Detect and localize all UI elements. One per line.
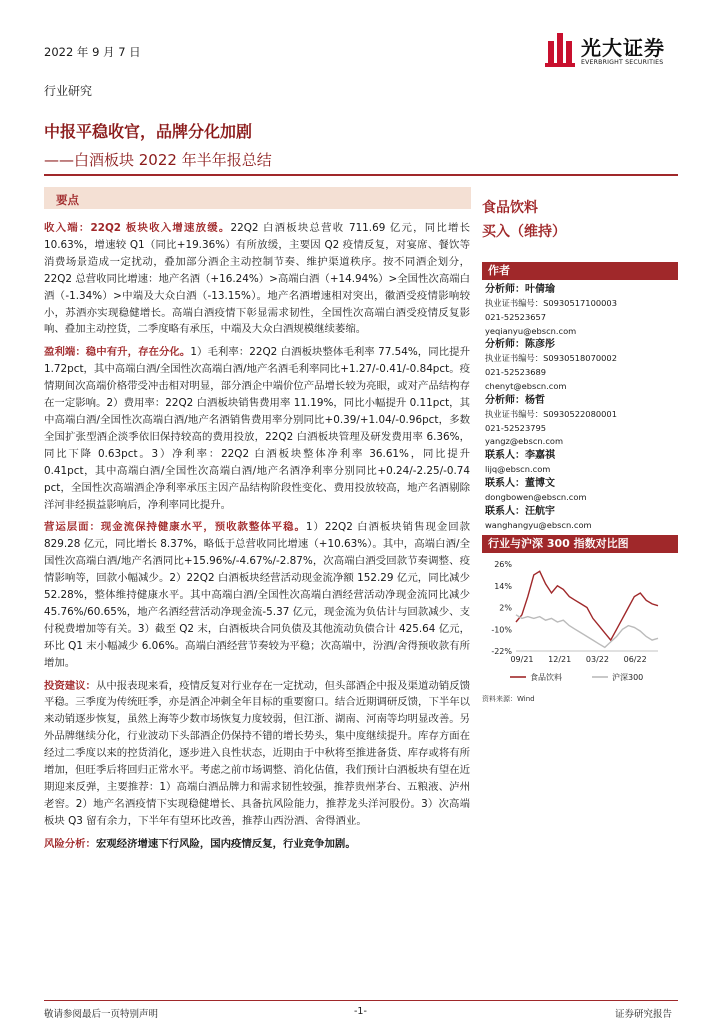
footer-report-type: 证券研究报告 xyxy=(615,1009,673,1020)
main-body xyxy=(44,220,470,859)
y-tick-label: -10% xyxy=(491,625,512,635)
logo-icon xyxy=(545,33,575,69)
author-contact: 执业证书编号：S0930522080001 xyxy=(485,408,617,419)
chart-header: 行业与沪深 300 指数对比图 xyxy=(482,535,678,553)
author-name: 分析师：杨哲 xyxy=(485,394,545,406)
paragraph-lead: 投资建议： xyxy=(44,679,96,692)
x-tick-label: 09/21 xyxy=(510,655,534,664)
author-contact: dongbowen@ebscn.com xyxy=(485,491,587,502)
author-name: 联系人：汪航宇 xyxy=(485,505,555,517)
authors-block xyxy=(482,262,678,533)
footer-divider xyxy=(44,1000,678,1001)
paragraph-operations xyxy=(44,519,470,671)
authors-header: 作者 xyxy=(482,262,678,280)
paragraph-investment xyxy=(44,678,470,830)
author-contact: chenyt@ebscn.com xyxy=(485,380,567,391)
author-contact: 021-52523657 xyxy=(485,311,547,322)
series-line-1 xyxy=(516,615,658,648)
x-tick-label: 12/21 xyxy=(548,655,572,664)
author-contact: 021-52523795 xyxy=(485,422,547,433)
report-date: 2022 年 9 月 7 日 xyxy=(44,45,141,59)
author-name: 分析师：陈彦彤 xyxy=(485,339,555,351)
author-contact: 执业证书编号：S0930517100003 xyxy=(485,298,617,308)
author-list xyxy=(482,280,678,533)
summary-bar xyxy=(44,187,471,209)
author-name: 联系人：董博文 xyxy=(485,477,555,489)
report-title: 中报平稳收官，品牌分化加剧 xyxy=(44,122,253,141)
paragraph-revenue xyxy=(44,220,470,338)
paragraph-body: 22Q2 白酒板块总营收 711.69 亿元，同比增长 10.63%，增速较 Q1（同比+19.36%）有所放缓，主要因 Q2 疫情反复，对宴席、餐饮等消费场景造成一定扰动，叠加部分酒企主动控制节奏、维护渠道秩序。按不同酒企划分，22Q2 总营收同比增速：地产名酒（+16.24%）>高端白酒（+14.94%）>全国性次高端白酒（-1.34%）>中端及大众白酒（-13.15%）。地产名酒增速相对突出，徽酒受疫情影响较小，苏酒亦实现稳健增长。高端白酒疫情下彰显需求韧性，全国性次高端白酒受疫情反复影响、叠加主动控货，二季度略有承压，中端及大众白酒规模继续萎缩。 xyxy=(44,222,470,336)
industry-label: 食品饮料 xyxy=(482,200,538,216)
rating-label: 买入（维持） xyxy=(482,224,566,240)
paragraph-lead: 收入端：22Q2 板块收入增速放缓。 xyxy=(44,222,231,234)
index-comparison-chart xyxy=(482,556,678,691)
paragraph-body: 1）毛利率：22Q2 白酒板块整体毛利率 77.54%，同比提升 1.72pct，其中高端白酒/全国性次高端白酒/地产名酒毛利率同比+1.27/-0.41/-0.84pct。疫情期间次高端价格带受冲击相对明显，部分酒企中端价位产品增长较为亮眼，或对产品结构存在一定影响。2）费用率：22Q2 白酒板块销售费用率 11.19%，同比小幅提升 0.11pct，其中高端白酒/全国性次高端白酒/地产名酒销售费用率分别同比+0.39/+1.04/-0.96pct，多数全国扩张型酒企淡季依旧保持较高的费用投放，22Q2 白酒板块管理及研发费用率 6.36%，同比下降 0.63pct。3）净利率：22Q2 白酒板块整体净利率 36.61%，同比提升 0.41pct，其中高端白酒/全国性次高端白酒/地产名酒净利率分别同比+0.24/-2.25/-0.74 pct，全国性次高端酒企净利率承压主因产品结构阶段性变化、费用投放较高，地产名酒剔除洋河非经损益影响后，净利率同比提升。 xyxy=(44,346,471,511)
y-tick-label: 2% xyxy=(499,603,512,613)
title-divider xyxy=(44,174,678,176)
x-tick-label: 03/22 xyxy=(585,655,609,664)
author-name: 分析师：叶倩瑜 xyxy=(485,284,555,295)
report-category: 行业研究 xyxy=(44,84,93,98)
paragraph-lead: 风险分析： xyxy=(44,837,96,850)
author-contact: yangz@ebscn.com xyxy=(485,436,564,447)
chart-source: 资料来源：Wind xyxy=(482,695,535,703)
author-contact: wanghangyu@ebscn.com xyxy=(485,519,592,530)
y-tick-label: -22% xyxy=(491,647,512,656)
paragraph-body: 从中报表现来看，疫情反复对行业存在一定扰动，但头部酒企中报及渠道动销反馈平稳。三季度为传统旺季，亦是酒企冲刺全年目标的重要窗口。结合近期调研反馈，下半年以来动销逐步恢复，虽然上海等少数市场恢复力度较弱，但江浙、湖南、河南等均明显改善。另外品牌继续分化，行业波动下头部酒企仍保持不错的增长势头，集中度继续提升。库存方面在经过二季度以来的控货消化，逐步进入良性状态，近期由于中秋将至推进备货、库存或将有所增加，但旺季后将回归正常水平。考虑之前市场调整、消化估值，我们预计白酒板块有望在近期迎来反弹，主要推荐：1）高端白酒品牌力和需求韧性较强，推荐贵州茅台、五粮液、泸州老窖。2）地产名酒疫情下实现稳健增长、具备抗风险能力，推荐龙头洋河股份。3）次高端板块 Q3 留有余力，下半年有望环比改善，推荐山西汾酒、舍得酒业。 xyxy=(44,679,471,827)
author-name: 联系人：李嘉祺 xyxy=(485,450,555,462)
paragraph-profit xyxy=(44,344,470,513)
logo-name-cn: 光大证券 xyxy=(581,35,665,60)
legend-label: 沪深300 xyxy=(612,673,644,682)
summary-label: 要点 xyxy=(56,193,79,207)
x-tick-label: 06/22 xyxy=(623,655,647,664)
y-tick-label: 26% xyxy=(494,560,512,569)
author-contact: 021-52523689 xyxy=(485,367,547,378)
company-logo xyxy=(545,33,665,69)
paragraph-lead: 营运层面：现金流保持健康水平，预收款整体平稳。 xyxy=(44,521,306,534)
author-contact: 执业证书编号：S0930518070002 xyxy=(485,353,617,364)
footer-disclaimer: 敬请参阅最后一页特别声明 xyxy=(44,1009,159,1020)
author-contact: yeqianyu@ebscn.com xyxy=(485,325,577,336)
legend-label: 食品饮料 xyxy=(530,673,562,682)
logo-name-en: EVERBRIGHT SECURITIES xyxy=(581,58,664,66)
paragraph-body: 宏观经济增速下行风险，国内疫情反复，行业竞争加剧。 xyxy=(95,837,356,850)
author-contact: lijq@ebscn.com xyxy=(485,464,551,475)
paragraph-lead: 盈利端：稳中有升，存在分化。 xyxy=(44,346,191,359)
y-tick-label: 14% xyxy=(494,581,512,591)
page-number: -1- xyxy=(354,1006,367,1017)
series-line-0 xyxy=(516,571,658,640)
paragraph-body: 1）22Q2 白酒板块销售现金回款 829.28 亿元，同比增长 8.37%，略低于总营收同比增速（+10.63%）。其中，高端白酒/全国性次高端白酒/地产名酒同比+15.96%/-4.67%/-2.87%，次高端白酒受回款节奏调整、疫情影响等，回款小幅减少。2）22Q2 白酒板块经营活动现金流净额 152.29 亿元，同比减少 52.28%，整体维持健康水平。其中高端白酒/全国性次高端白酒经营活动净现金流同比减少 45.76%/60.65%，地产名酒经营活动净现金流-5.37 亿元，现金流为负估计与回款减少、支付税费增加等有关。3）截至 Q2 末，白酒板块合同负债及其他流动负债合计 425.64 亿元，环比 Q1 末小幅减少 6.06%。高端白酒经营节奏较为平稳；次高端中，汾酒/舍得预收款有所增加。 xyxy=(44,521,470,669)
paragraph-risk xyxy=(44,836,470,853)
report-subtitle: ——白酒板块 2022 年半年报总结 xyxy=(44,151,272,169)
